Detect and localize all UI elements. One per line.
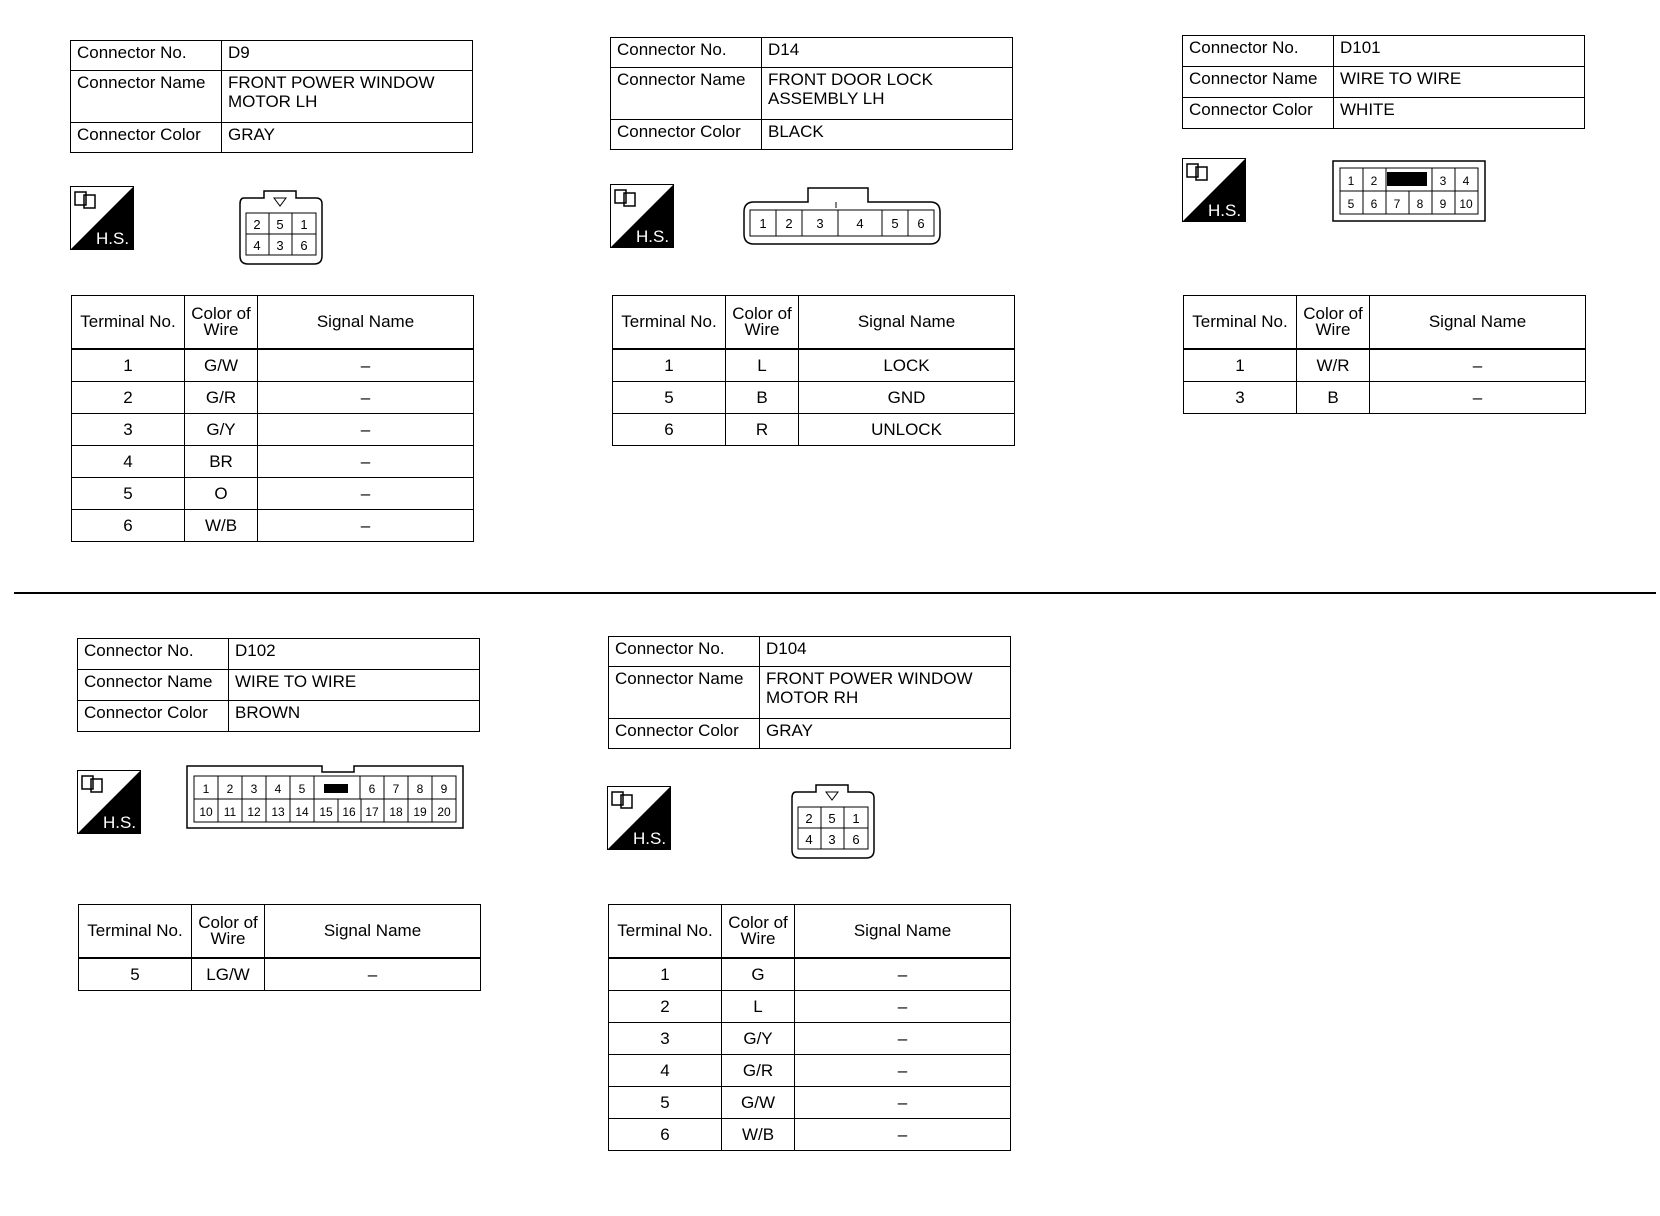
terminal-no: 2 bbox=[72, 382, 185, 414]
cavity-label: 10 bbox=[1459, 197, 1473, 211]
table-row bbox=[72, 414, 474, 446]
connector-color-label: Connector Color bbox=[609, 719, 760, 749]
connector-name-value: WIRE TO WIRE bbox=[1334, 67, 1585, 98]
terminal-no: 3 bbox=[1184, 382, 1297, 414]
signal-name: – bbox=[795, 1119, 1011, 1151]
connector-color-value: BROWN bbox=[229, 701, 480, 732]
wire-color: G/W bbox=[185, 349, 258, 382]
connector-name-label: Connector Name bbox=[71, 71, 222, 123]
terminal-no-header: Terminal No. bbox=[609, 905, 722, 959]
harness-side-icon bbox=[77, 770, 141, 834]
cavity-label: 20 bbox=[437, 805, 451, 819]
terminal-table bbox=[78, 904, 481, 991]
cavity-label: 3 bbox=[250, 782, 258, 796]
wire-color: B bbox=[726, 382, 799, 414]
signal-name: – bbox=[258, 382, 474, 414]
connector-name-value: FRONT POWER WINDOW MOTOR LH bbox=[222, 71, 473, 123]
cavity-label: 18 bbox=[389, 805, 403, 819]
signal-name: GND bbox=[799, 382, 1015, 414]
signal-name: – bbox=[795, 1023, 1011, 1055]
signal-name: – bbox=[795, 1087, 1011, 1119]
connector-name-label: Connector Name bbox=[609, 667, 760, 719]
connector-name-label: Connector Name bbox=[78, 670, 229, 701]
connector-no-value: D102 bbox=[229, 639, 480, 670]
terminal-no: 5 bbox=[609, 1087, 722, 1119]
keyway-mark bbox=[324, 784, 348, 793]
wire-color: R bbox=[726, 414, 799, 446]
table-row bbox=[72, 446, 474, 478]
connector-name-value: WIRE TO WIRE bbox=[229, 670, 480, 701]
wire-color: W/B bbox=[722, 1119, 795, 1151]
wire-color-header: Color of Wire bbox=[185, 296, 258, 350]
connector-face-diagram bbox=[186, 764, 464, 830]
wire-color: W/B bbox=[185, 510, 258, 542]
harness-side-icon bbox=[610, 184, 674, 248]
table-row bbox=[609, 1023, 1011, 1055]
cavity-label: 19 bbox=[413, 805, 427, 819]
table-row bbox=[1184, 349, 1586, 382]
cavity-label: 10 bbox=[199, 805, 213, 819]
signal-name: LOCK bbox=[799, 349, 1015, 382]
connector-no-label: Connector No. bbox=[1183, 36, 1334, 67]
signal-name: – bbox=[258, 349, 474, 382]
signal-name: – bbox=[265, 958, 481, 991]
cavity-label: 5 bbox=[891, 216, 899, 231]
table-row bbox=[609, 991, 1011, 1023]
connector-color-value: WHITE bbox=[1334, 98, 1585, 129]
cavity-label: 2 bbox=[226, 782, 234, 796]
hs-label: H.S. bbox=[636, 227, 670, 246]
connector-info-table bbox=[77, 638, 480, 732]
cavity-label: 4 bbox=[805, 832, 813, 847]
table-row bbox=[609, 1087, 1011, 1119]
terminal-no: 3 bbox=[72, 414, 185, 446]
wire-color-header: Color of Wire bbox=[1297, 296, 1370, 350]
table-row bbox=[613, 382, 1015, 414]
signal-name: – bbox=[258, 414, 474, 446]
terminal-no: 4 bbox=[72, 446, 185, 478]
connector-info-table bbox=[608, 636, 1011, 749]
connector-name-value: FRONT POWER WINDOW MOTOR RH bbox=[760, 667, 1011, 719]
table-row bbox=[72, 382, 474, 414]
connector-face-diagram bbox=[742, 186, 942, 246]
terminal-table bbox=[608, 904, 1011, 1151]
wire-color: L bbox=[726, 349, 799, 382]
terminal-no-header: Terminal No. bbox=[613, 296, 726, 350]
hs-label: H.S. bbox=[633, 829, 667, 848]
wire-color: G bbox=[722, 958, 795, 991]
connector-face-diagram bbox=[790, 784, 876, 860]
wire-color: O bbox=[185, 478, 258, 510]
wire-color: G/R bbox=[722, 1055, 795, 1087]
table-row bbox=[72, 510, 474, 542]
connector-color-value: GRAY bbox=[222, 123, 473, 153]
connector-name-label: Connector Name bbox=[611, 68, 762, 120]
cavity-label: 14 bbox=[295, 805, 309, 819]
signal-name: – bbox=[1370, 349, 1586, 382]
signal-name: – bbox=[258, 446, 474, 478]
connector-no-label: Connector No. bbox=[78, 639, 229, 670]
connector-no-value: D104 bbox=[760, 637, 1011, 667]
harness-side-icon bbox=[607, 786, 671, 850]
cavity-label: 4 bbox=[253, 238, 261, 253]
cavity-label: 1 bbox=[759, 216, 767, 231]
wire-color-header: Color of Wire bbox=[192, 905, 265, 959]
connector-color-label: Connector Color bbox=[611, 120, 762, 150]
connector-color-label: Connector Color bbox=[78, 701, 229, 732]
cavity-label: 5 bbox=[828, 811, 836, 826]
signal-name: – bbox=[795, 1055, 1011, 1087]
signal-name: UNLOCK bbox=[799, 414, 1015, 446]
signal-name-header: Signal Name bbox=[795, 905, 1011, 959]
signal-name-header: Signal Name bbox=[799, 296, 1015, 350]
connector-no-label: Connector No. bbox=[609, 637, 760, 667]
table-row bbox=[609, 1119, 1011, 1151]
cavity-label: 1 bbox=[300, 217, 308, 232]
keyway-mark bbox=[1387, 172, 1427, 186]
cavity-label: 2 bbox=[805, 811, 813, 826]
table-row bbox=[79, 958, 481, 991]
cavity-label: 8 bbox=[416, 782, 424, 796]
cavity-label: 3 bbox=[816, 216, 824, 231]
signal-name: – bbox=[258, 510, 474, 542]
connector-color-value: GRAY bbox=[760, 719, 1011, 749]
terminal-no: 1 bbox=[609, 958, 722, 991]
connector-face-diagram bbox=[238, 190, 324, 266]
cavity-label: 16 bbox=[342, 805, 356, 819]
connector-info-table bbox=[610, 37, 1013, 150]
table-row bbox=[1184, 382, 1586, 414]
cavity-label: 3 bbox=[1439, 174, 1447, 188]
terminal-no: 6 bbox=[72, 510, 185, 542]
terminal-no-header: Terminal No. bbox=[1184, 296, 1297, 350]
cavity-label: 5 bbox=[1347, 197, 1355, 211]
cavity-label: 9 bbox=[1439, 197, 1447, 211]
cavity-label: 15 bbox=[319, 805, 333, 819]
signal-name: – bbox=[795, 991, 1011, 1023]
signal-name-header: Signal Name bbox=[258, 296, 474, 350]
hs-label: H.S. bbox=[96, 229, 130, 248]
cavity-label: 6 bbox=[300, 238, 308, 253]
table-row bbox=[72, 478, 474, 510]
cavity-label: 9 bbox=[440, 782, 448, 796]
wire-color: G/W bbox=[722, 1087, 795, 1119]
hs-label: H.S. bbox=[1208, 201, 1242, 220]
terminal-no: 4 bbox=[609, 1055, 722, 1087]
wire-color-header: Color of Wire bbox=[722, 905, 795, 959]
terminal-no: 2 bbox=[609, 991, 722, 1023]
wire-color: LG/W bbox=[192, 958, 265, 991]
cavity-label: 7 bbox=[392, 782, 400, 796]
cavity-label: 8 bbox=[1416, 197, 1424, 211]
terminal-no: 1 bbox=[613, 349, 726, 382]
connector-color-label: Connector Color bbox=[71, 123, 222, 153]
cavity-label: 11 bbox=[223, 805, 237, 819]
terminal-no: 5 bbox=[613, 382, 726, 414]
cavity-label: 6 bbox=[917, 216, 925, 231]
connector-color-label: Connector Color bbox=[1183, 98, 1334, 129]
cavity-label: 4 bbox=[856, 216, 864, 231]
terminal-no: 5 bbox=[79, 958, 192, 991]
cavity-label: 6 bbox=[1370, 197, 1378, 211]
wire-color: W/R bbox=[1297, 349, 1370, 382]
cavity-label: 4 bbox=[274, 782, 282, 796]
table-row bbox=[72, 349, 474, 382]
connector-name-label: Connector Name bbox=[1183, 67, 1334, 98]
table-row bbox=[613, 414, 1015, 446]
signal-name: – bbox=[1370, 382, 1586, 414]
connector-no-value: D14 bbox=[762, 38, 1013, 68]
cavity-label: 1 bbox=[1347, 174, 1355, 188]
cavity-label: 13 bbox=[271, 805, 285, 819]
terminal-table bbox=[71, 295, 474, 542]
cavity-label: 2 bbox=[1370, 174, 1378, 188]
table-row bbox=[613, 349, 1015, 382]
hs-label: H.S. bbox=[103, 813, 137, 832]
harness-side-icon bbox=[70, 186, 134, 250]
terminal-table bbox=[1183, 295, 1586, 414]
cavity-label: 5 bbox=[276, 217, 284, 232]
cavity-label: 6 bbox=[852, 832, 860, 847]
connector-name-value: FRONT DOOR LOCK ASSEMBLY LH bbox=[762, 68, 1013, 120]
terminal-no: 5 bbox=[72, 478, 185, 510]
connector-info-table bbox=[70, 40, 473, 153]
cavity-label: 1 bbox=[202, 782, 210, 796]
connector-no-label: Connector No. bbox=[611, 38, 762, 68]
connector-info-table bbox=[1182, 35, 1585, 129]
connector-no-label: Connector No. bbox=[71, 41, 222, 71]
table-row bbox=[609, 958, 1011, 991]
wire-color: G/R bbox=[185, 382, 258, 414]
cavity-label: 1 bbox=[852, 811, 860, 826]
terminal-no: 1 bbox=[1184, 349, 1297, 382]
wire-color-header: Color of Wire bbox=[726, 296, 799, 350]
wire-color: G/Y bbox=[185, 414, 258, 446]
harness-side-icon bbox=[1182, 158, 1246, 222]
cavity-label: 7 bbox=[1393, 197, 1401, 211]
connector-color-value: BLACK bbox=[762, 120, 1013, 150]
cavity-label: 17 bbox=[365, 805, 379, 819]
terminal-no: 1 bbox=[72, 349, 185, 382]
cavity-label: 3 bbox=[828, 832, 836, 847]
signal-name-header: Signal Name bbox=[1370, 296, 1586, 350]
cavity-label: 5 bbox=[298, 782, 306, 796]
connector-no-value: D101 bbox=[1334, 36, 1585, 67]
cavity-label: 2 bbox=[785, 216, 793, 231]
wire-color: G/Y bbox=[722, 1023, 795, 1055]
connector-face-diagram bbox=[1332, 160, 1486, 222]
cavity-label: 2 bbox=[253, 217, 261, 232]
wire-color: L bbox=[722, 991, 795, 1023]
signal-name-header: Signal Name bbox=[265, 905, 481, 959]
terminal-no: 6 bbox=[613, 414, 726, 446]
table-row bbox=[609, 1055, 1011, 1087]
cavity-label: 6 bbox=[368, 782, 376, 796]
signal-name: – bbox=[258, 478, 474, 510]
cavity-label: 3 bbox=[276, 238, 284, 253]
terminal-table bbox=[612, 295, 1015, 446]
wire-color: BR bbox=[185, 446, 258, 478]
signal-name: – bbox=[795, 958, 1011, 991]
wire-color: B bbox=[1297, 382, 1370, 414]
terminal-no-header: Terminal No. bbox=[79, 905, 192, 959]
connector-no-value: D9 bbox=[222, 41, 473, 71]
cavity-label: 4 bbox=[1462, 174, 1470, 188]
cavity-label: 12 bbox=[247, 805, 261, 819]
terminal-no-header: Terminal No. bbox=[72, 296, 185, 350]
section-divider bbox=[14, 592, 1656, 594]
terminal-no: 6 bbox=[609, 1119, 722, 1151]
terminal-no: 3 bbox=[609, 1023, 722, 1055]
